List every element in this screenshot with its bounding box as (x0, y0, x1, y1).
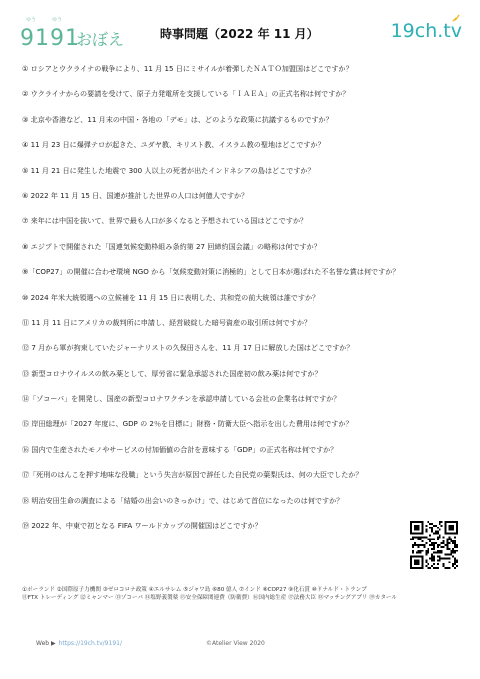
page-title: 時事問題（2022 年 11 月） (160, 27, 319, 41)
web-label: Web ▶ (36, 640, 56, 647)
question-item: ⑤ 11 月 21 日に発生した地震で 300 人以上の死者が出たインドネシアの島はどこですか？ (22, 165, 315, 175)
question-item: ③ 北京や香港など、11 月末の中国・各地の「デモ」は、どのような政策に抗議するものですか？ (22, 114, 333, 124)
question-item: ⑧ エジプトで開催された「国連気候変動枠組み条約第 27 回締約国会議」の略称は何ですか？ (22, 241, 321, 251)
footer-web (36, 640, 122, 647)
question-item: ⑩ 2024 年米大統領選への立候補を 11 月 15 日に表明した、共和党の前大統領は誰ですか？ (22, 292, 320, 302)
web-url-link[interactable]: https://19ch.tv/9191/ (58, 640, 122, 647)
answer-line-1: ①ポーランド ②国際原子力機関 ③ゼロコロナ政策 ④エルサレム ⑤ジャワ島 ⑥80 億人 ⑦インド ⑧COP27 ⑨化石賞 ⑩ドナルド・トランプ (22, 587, 367, 593)
question-item: ⑭「ゾコーバ」を開発し、国産の新型コロナワクチンを承認申請している会社の企業名は何ですか？ (22, 394, 341, 404)
qr-code-icon[interactable] (410, 521, 458, 569)
question-item: ⑥ 2022 年 11 月 15 日、国連が推計した世界の人口は何億人ですか？ (22, 190, 249, 200)
question-item: ⑮ 岸田総理が「2027 年度に、GDP の 2％を目標に」財務・防衛大臣へ指示を出した費用は何ですか？ (22, 419, 353, 429)
question-item: ⑨「COP27」の開催に合わせ環境 NGO から「気候変動対策に消極的」として日本が選ばれた不名誉な賞は何ですか？ (22, 267, 400, 277)
question-item: ⑬ 新型コロナウイルスの飲み薬として、厚労省に緊急承認された国産初の飲み薬は何ですか？ (22, 368, 322, 378)
logo-ruby-2: ゆう (52, 17, 63, 23)
question-item: ② ウクライナからの要請を受けて、原子力発電所を支援している「ＩＡＥＡ」の正式名称は何ですか？ (22, 89, 350, 99)
question-item: ⑱ 明治安田生命の調査による「結婚の出会いのきっかけ」で、はじめて首位になったのは何ですか？ (22, 495, 344, 505)
question-item: ⑯ 国内で生産されたモノやサービスの付加価値の合計を意味する「GDP」の正式名称は何ですか？ (22, 444, 338, 454)
logo-ruby-1: ゆう (26, 17, 37, 23)
question-list (22, 64, 462, 546)
question-item: ⑦ 来年には中国を抜いて、世界で最も人口が多くなると予想されている国はどこですか？ (22, 216, 308, 226)
site-logo[interactable] (14, 14, 134, 50)
answer-line-2: ⑪FTX トレーディング ⑫ミャンマー ⑬ゾコーバ ⑭塩野義製薬 ⑮安全保障関連費（防衛費）⑯国内総生産 ⑰法務大臣 ⑱マッチングアプリ ⑲カタール (22, 595, 397, 601)
question-item: ⑲ 2022 年、中東で初となる FIFA ワールドカップの開催国はどこですか？ (22, 521, 262, 531)
copyright: ©Atelier View 2020 (206, 640, 265, 647)
question-item: ① ロシアとウクライナの戦争により、11 月 15 日にミサイルが着弾したＮＡＴＯ加盟国はどこですか？ (22, 64, 353, 73)
logo-kana-text: おぼえ (76, 30, 125, 49)
question-item: ⑰「死刑のはんこを押す地味な役職」という失言が原因で辞任した自民党の葉梨氏は、何の大臣でしたか？ (22, 470, 363, 480)
question-item: ⑫ 7 月から軍が拘束していたジャーナリストの久保田さんを、11 月 17 日に解放した国はどこですか？ (22, 343, 354, 353)
question-item: ④ 11 月 23 日に爆弾テロが起きた、ユダヤ教、キリスト教、イスラム教の聖地はどこですか？ (22, 140, 325, 150)
answer-key (22, 586, 462, 602)
question-item: ⑪ 11 月 11 日にアメリカの裁判所に申請し、経営破綻した暗号資産の取引所は何ですか？ (22, 317, 312, 327)
brand-logo[interactable]: 19ch.tv (390, 20, 462, 42)
logo-main-text: 9191 (20, 26, 80, 51)
